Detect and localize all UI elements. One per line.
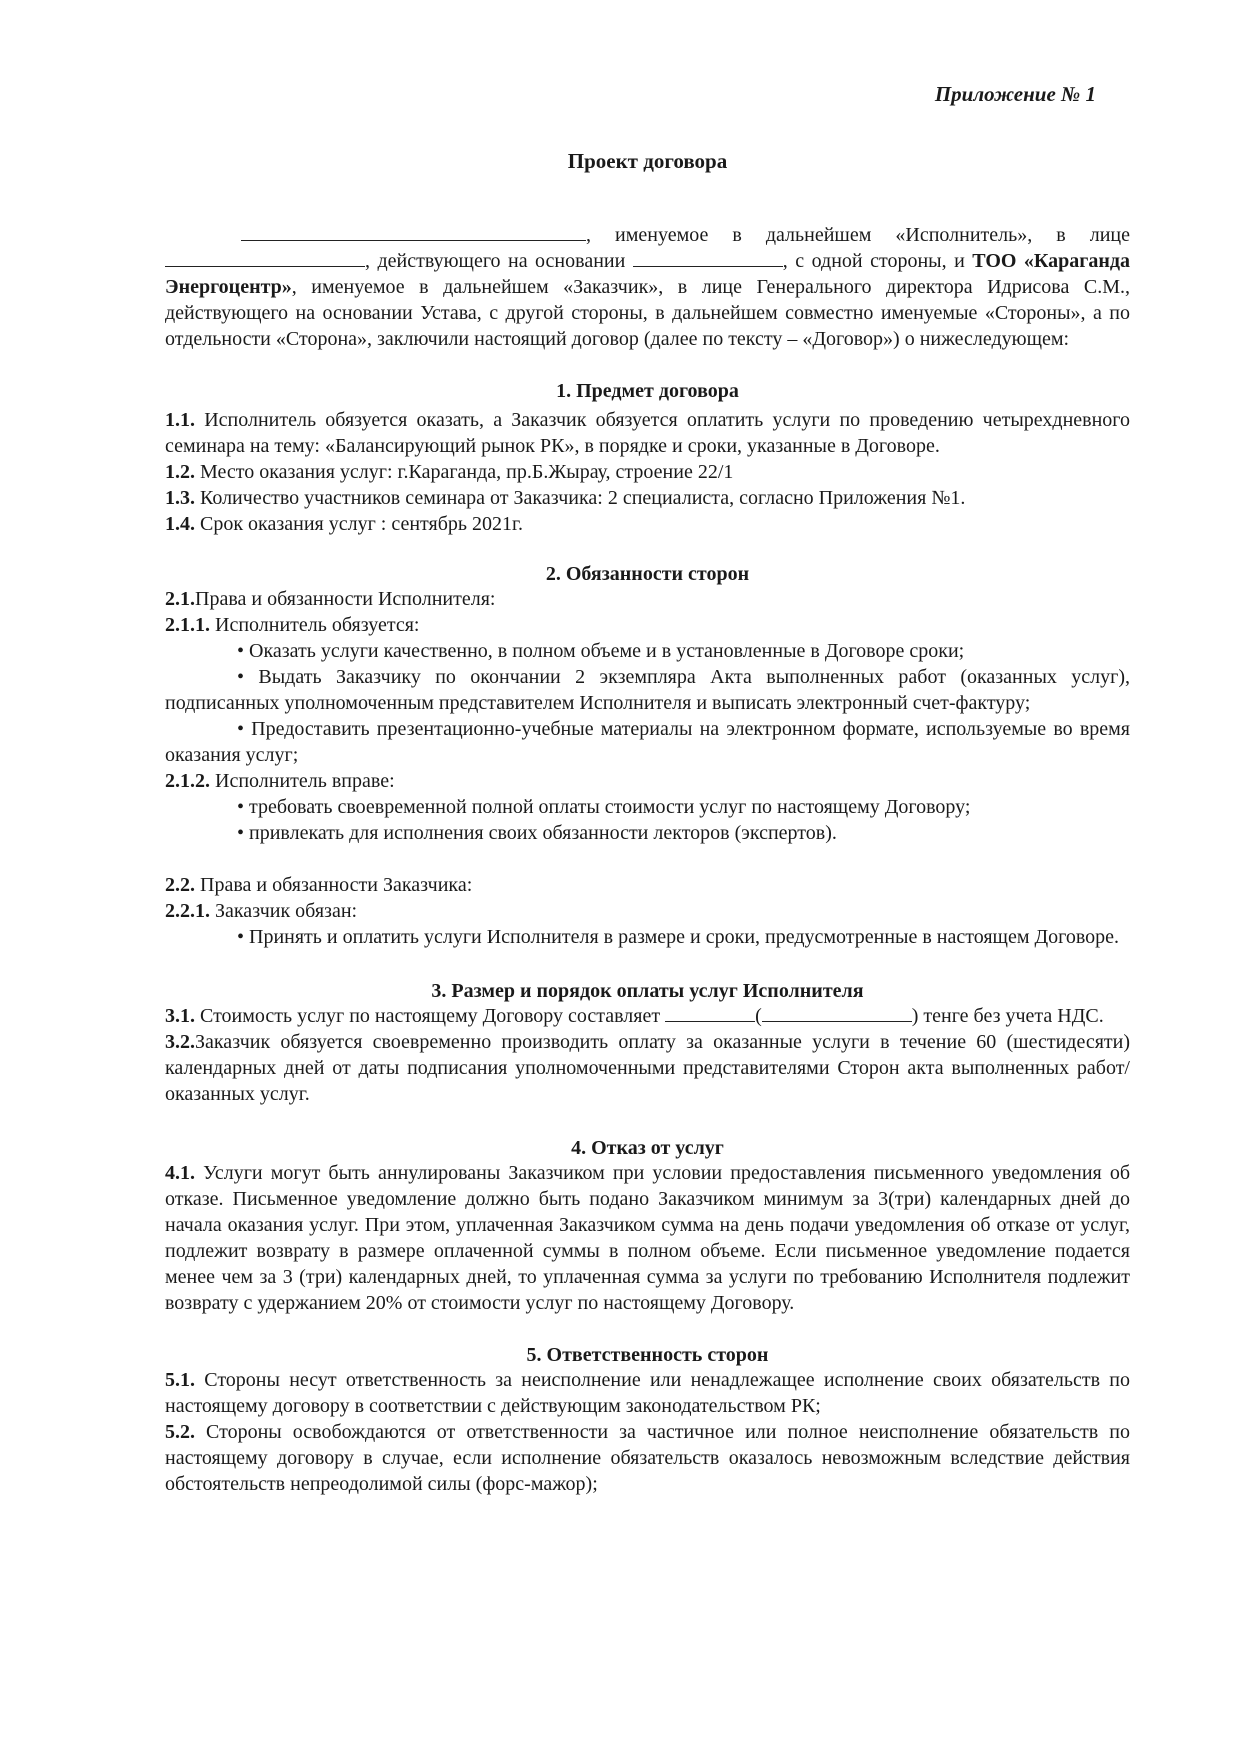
section-heading: 5. Ответственность сторон xyxy=(526,1344,769,1366)
section-heading: 2. Обязанности сторон xyxy=(545,563,750,585)
blank-line xyxy=(762,1003,912,1022)
bullet-item: • Предоставить презентационно-учебные материалы на электронном формате, используемые во время оказания услуг; xyxy=(165,718,1130,766)
clause: 1.2. Место оказания услуг: г.Караганда, пр.Б.Жырау, строение 22/1 xyxy=(165,461,734,483)
clause: 2.1.Права и обязанности Исполнителя: xyxy=(165,588,496,610)
preamble-text: , действующего на основании xyxy=(365,250,626,272)
clause: 1.1. Исполнитель обязуется оказать, а Заказчик обязуется оплатить услуги по проведению четырехдневного семинара на тему: «Балансирующий рынок РК», в порядке и сроки, указанные в Договоре. xyxy=(165,409,1130,457)
clause: 3.2.Заказчик обязуется своевременно производить оплату за оказанные услуги в течение 60 (шестидесяти) календарных дней от даты подписания уполномоченными представителями Сторон акта выполненных работ/оказанных услуг. xyxy=(165,1031,1130,1105)
section-heading: 1. Предмет договора xyxy=(556,380,739,402)
clause: 3.1. Стоимость услуг по настоящему Договору составляет ( ) тенге без учета НДС. xyxy=(165,1005,1104,1027)
clause: 1.4. Срок оказания услуг : сентябрь 2021г. xyxy=(165,513,523,535)
document-title: Проект договора xyxy=(567,149,728,173)
preamble-text: , именуемое в дальнейшем «Исполнитель», в лице xyxy=(586,224,1130,246)
clause: 2.2. Права и обязанности Заказчика: xyxy=(165,874,473,896)
preamble xyxy=(165,222,1130,352)
blank-line xyxy=(633,248,783,267)
clause: 2.1.2. Исполнитель вправе: xyxy=(165,770,395,792)
bullet-item: • Оказать услуги качественно, в полном объеме и в установленные в Договоре сроки; xyxy=(237,640,965,662)
bullet-item: • Принять и оплатить услуги Исполнителя в размере и сроки, предусмотренные в настоящем Договоре. xyxy=(237,926,1120,948)
clause: 5.1. Стороны несут ответственность за неисполнение или ненадлежащее исполнение своих обязательств по настоящему договору в соответствии с действующим законодательством РК; xyxy=(165,1369,1130,1417)
clause: 2.1.1. Исполнитель обязуется: xyxy=(165,614,420,636)
bullet-item: • требовать своевременной полной оплаты стоимости услуг по настоящему Договору; xyxy=(237,796,971,818)
section-heading: 4. Отказ от услуг xyxy=(571,1137,724,1159)
blank-line xyxy=(665,1003,755,1022)
appendix-label: Приложение № 1 xyxy=(934,82,1096,106)
clause: 2.2.1. Заказчик обязан: xyxy=(165,900,358,922)
preamble-text: , с одной стороны, и xyxy=(782,250,965,272)
bullet-item: • привлекать для исполнения своих обязанности лекторов (экспертов). xyxy=(237,822,837,844)
preamble-text: , именуемое в дальнейшем «Заказчик», в лице Генерального директора Идрисова С.М., действующего на основании Устава, с другой стороны, в дальнейшем совместно именуемые «Стороны», а по отдельности «Сторона», заключили настоящий договор (далее по тексту – «Договор») о нижеследующем: xyxy=(165,276,1130,350)
blank-line xyxy=(241,222,586,241)
section-heading: 3. Размер и порядок оплаты услуг Исполнителя xyxy=(431,980,864,1002)
clause: 5.2. Стороны освобождаются от ответственности за частичное или полное неисполнение обязательств по настоящему договору в случае, если исполнение обязательств оказалось невозможным вследствие действия обстоятельств непреодолимой силы (форс-мажор); xyxy=(165,1421,1130,1495)
clause: 4.1. Услуги могут быть аннулированы Заказчиком при условии предоставления письменного уведомления об отказе. Письменное уведомление должно быть подано Заказчиком минимум за 3(три) календарных дней до начала оказания услуг. При этом, уплаченная Заказчиком сумма на день подачи уведомления об отказе от услуг, подлежит возврату в размере оплаченной суммы в полном объеме. Если письменное уведомление подается менее чем за 3 (три) календарных дней, то уплаченная сумма за услуги по требованию Исполнителя подлежит возврату с удержанием 20% от стоимости услуг по настоящему Договору. xyxy=(165,1162,1130,1314)
clause: 1.3. Количество участников семинара от Заказчика: 2 специалиста, согласно Приложения №1. xyxy=(165,487,966,509)
blank-line xyxy=(165,248,365,267)
bullet-item: • Выдать Заказчику по окончании 2 экземпляра Акта выполненных работ (оказанных услуг), подписанных уполномоченным представителем Исполнителя и выписать электронный счет-фактуру; xyxy=(165,666,1130,714)
customer-name: ТОО «Караганда Энергоцентр» xyxy=(165,250,1131,298)
